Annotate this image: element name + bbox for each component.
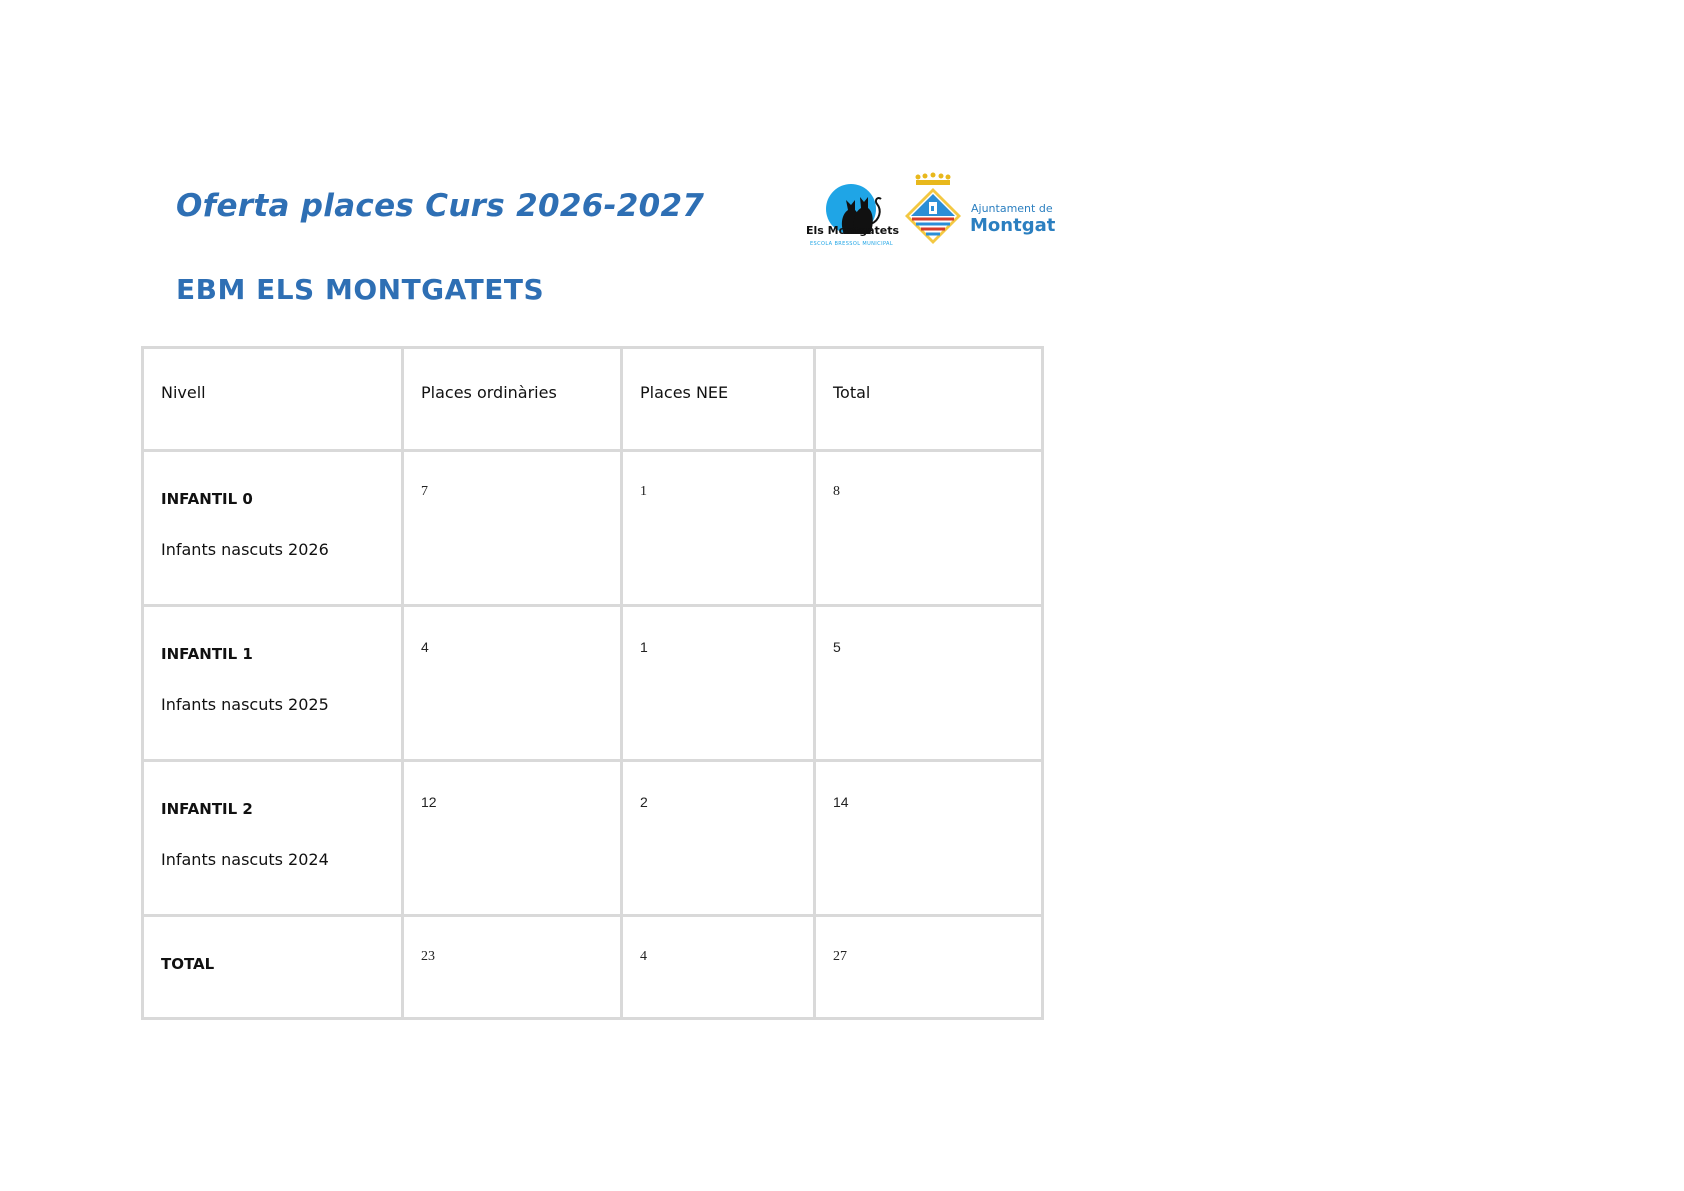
school-logo xyxy=(802,176,900,252)
level-cell xyxy=(144,452,401,559)
total-ordinary-value: 23 xyxy=(421,949,435,964)
level-cell xyxy=(144,762,401,869)
ordinary-places-value: 7 xyxy=(421,484,428,499)
town-logo-line2: Montgat xyxy=(970,215,1056,236)
nee-places-value: 2 xyxy=(640,794,648,810)
header-places-nee: Places NEE xyxy=(640,383,729,402)
nee-places-value: 1 xyxy=(640,484,647,499)
level-birth-year: Infants nascuts 2026 xyxy=(161,540,329,559)
document-subtitle: EBM ELS MONTGATETS xyxy=(176,273,545,306)
town-logo xyxy=(903,172,1056,248)
level-birth-year: Infants nascuts 2024 xyxy=(161,850,329,869)
header-places-ordinaries: Places ordinàries xyxy=(421,383,557,402)
school-logo-tagline: ESCOLA BRESSOL MUNICIPAL xyxy=(810,241,894,247)
ordinary-places-value: 4 xyxy=(421,639,429,655)
total-places-value: 5 xyxy=(833,639,841,655)
table-total-row xyxy=(143,916,1043,1019)
total-nee-value: 4 xyxy=(640,949,647,964)
level-birth-year: Infants nascuts 2025 xyxy=(161,695,329,714)
total-places-value: 14 xyxy=(833,794,849,810)
header-total: Total xyxy=(833,383,871,402)
table-row xyxy=(143,451,1043,606)
total-places-value: 8 xyxy=(833,484,840,499)
town-logo-line1: Ajuntament de xyxy=(971,202,1053,215)
total-total-value: 27 xyxy=(833,949,847,964)
nee-places-value: 1 xyxy=(640,639,648,655)
level-name: INFANTIL 1 xyxy=(161,645,253,663)
level-name: INFANTIL 2 xyxy=(161,800,253,818)
level-cell xyxy=(144,607,401,714)
document-title: Oferta places Curs 2026-2027 xyxy=(176,188,705,224)
table-row xyxy=(143,761,1043,916)
total-label: TOTAL xyxy=(161,955,215,973)
coat-of-arms-icon xyxy=(903,172,967,248)
table-header-row xyxy=(143,348,1043,451)
table-row xyxy=(143,606,1043,761)
places-table xyxy=(141,346,1044,1020)
header-nivell: Nivell xyxy=(161,383,206,402)
school-logo-name: Els Montgatets xyxy=(806,224,900,237)
ordinary-places-value: 12 xyxy=(421,794,437,810)
level-name: INFANTIL 0 xyxy=(161,490,253,508)
